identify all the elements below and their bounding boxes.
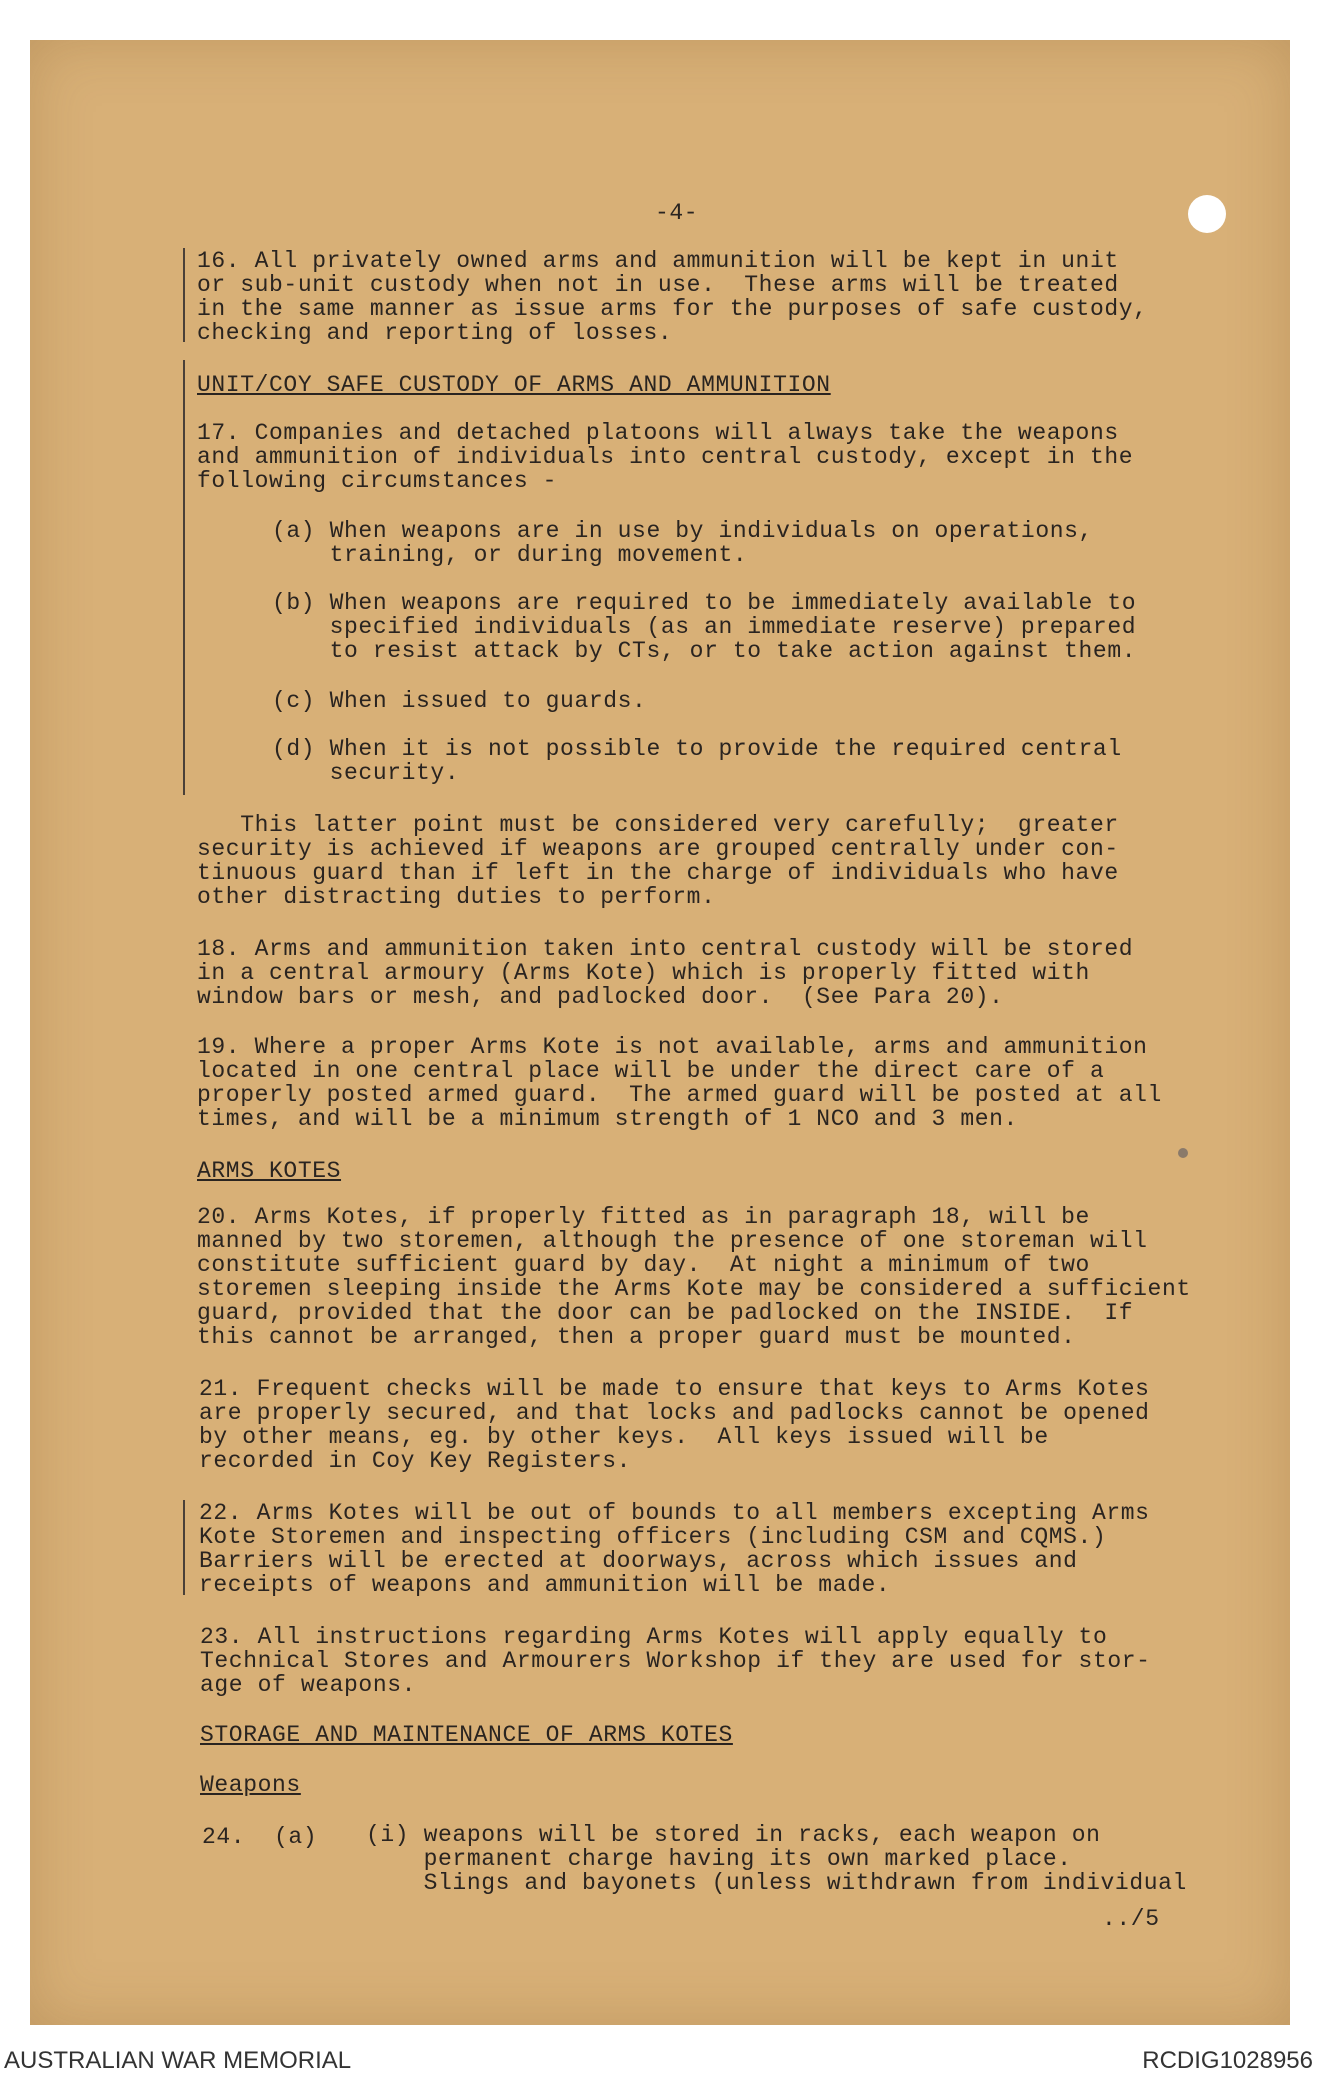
item-a-line: (a) When weapons are in use by individuals on operations, [272,518,1093,544]
margin-line [183,360,185,795]
para22-line: 22. Arms Kotes will be out of bounds to all members excepting Arms [199,1500,1150,1526]
para19-line: 19. Where a proper Arms Kote is not available, arms and ammunition [197,1034,1148,1060]
para24-label: 24. (a) [202,1824,318,1850]
page-number: -4- [655,200,699,226]
para17-line: following circumstances - [197,468,558,494]
margin-line [183,1500,185,1595]
footer-archive-name: AUSTRALIAN WAR MEMORIAL [4,2047,352,2074]
para24-line: (i) weapons will be stored in racks, each weapon on [366,1822,1101,1848]
ink-speck [1178,1148,1188,1158]
para18-line: in a central armoury (Arms Kote) which is properly fitted with [197,960,1090,986]
para21-line: 21. Frequent checks will be made to ensure that keys to Arms Kotes [199,1376,1150,1402]
para24-line: Slings and bayonets (unless withdrawn from individual [366,1870,1187,1896]
para21-line: are properly secured, and that locks and padlocks cannot be opened [199,1400,1150,1426]
para22-line: Barriers will be erected at doorways, across which issues and [199,1548,1078,1574]
para-latter-line: tinuous guard than if left in the charge of individuals who have [197,860,1119,886]
para19-line: properly posted armed guard. The armed guard will be posted at all [197,1082,1162,1108]
para24-line: permanent charge having its own marked place. [366,1846,1072,1872]
para23-line: 23. All instructions regarding Arms Kotes will apply equally to [200,1624,1108,1650]
para20-line: this cannot be arranged, then a proper guard must be mounted. [197,1324,1076,1350]
continuation-mark: ../5 [1102,1906,1160,1932]
item-d-line: security. [272,760,460,786]
item-d-line: (d) When it is not possible to provide the required central [272,736,1122,762]
para19-line: times, and will be a minimum strength of 1 NCO and 3 men. [197,1106,1018,1132]
para-latter-line: security is achieved if weapons are grouped centrally under con- [197,836,1119,862]
para17-line: 17. Companies and detached platoons will always take the weapons [197,420,1119,446]
item-c-line: (c) When issued to guards. [272,688,647,714]
para16-line: or sub-unit custody when not in use. These arms will be treated [197,272,1119,298]
para-latter-line: This latter point must be considered very carefully; greater [197,812,1119,838]
para21-line: recorded in Coy Key Registers. [199,1448,632,1474]
footer-record-id: RCDIG1028956 [1142,2047,1313,2074]
para20-line: constitute sufficient guard by day. At night a minimum of two [197,1252,1090,1278]
para20-line: guard, provided that the door can be padlocked on the INSIDE. If [197,1300,1134,1326]
para16-line: in the same manner as issue arms for the purposes of safe custody, [197,296,1148,322]
para23-line: Technical Stores and Armourers Workshop if they are used for stor- [200,1648,1151,1674]
para16-line: checking and reporting of losses. [197,320,673,346]
item-a-line: training, or during movement. [272,542,748,568]
margin-line [183,248,185,342]
para21-line: by other means, eg. by other keys. All keys issued will be [199,1424,1049,1450]
item-b-line: (b) When weapons are required to be immediately available to [272,590,1137,616]
para17-line: and ammunition of individuals into central custody, except in the [197,444,1134,470]
para16-line: 16. All privately owned arms and ammunition will be kept in unit [197,248,1119,274]
para18-line: window bars or mesh, and padlocked door. (See Para 20). [197,984,1004,1010]
heading-arms-kotes: ARMS KOTES [197,1158,342,1184]
para22-line: Kote Storemen and inspecting officers (including CSM and CQMS.) [199,1524,1107,1550]
item-b-line: to resist attack by CTs, or to take action against them. [272,638,1137,664]
heading-unit-custody: UNIT/COY SAFE CUSTODY OF ARMS AND AMMUNITION [197,372,831,398]
para20-line: storemen sleeping inside the Arms Kote may be considered a sufficient [197,1276,1191,1302]
para18-line: 18. Arms and ammunition taken into central custody will be stored [197,936,1134,962]
para23-line: age of weapons. [200,1672,417,1698]
heading-weapons: Weapons [200,1772,301,1798]
para20-line: manned by two storemen, although the presence of one storeman will [197,1228,1148,1254]
para19-line: located in one central place will be under the direct care of a [197,1058,1105,1084]
heading-storage: STORAGE AND MAINTENANCE OF ARMS KOTES [200,1722,733,1748]
para-latter-line: other distracting duties to perform. [197,884,716,910]
para22-line: receipts of weapons and ammunition will be made. [199,1572,891,1598]
para20-line: 20. Arms Kotes, if properly fitted as in paragraph 18, will be [197,1204,1090,1230]
item-b-line: specified individuals (as an immediate reserve) prepared [272,614,1137,640]
punch-hole [1188,195,1226,233]
